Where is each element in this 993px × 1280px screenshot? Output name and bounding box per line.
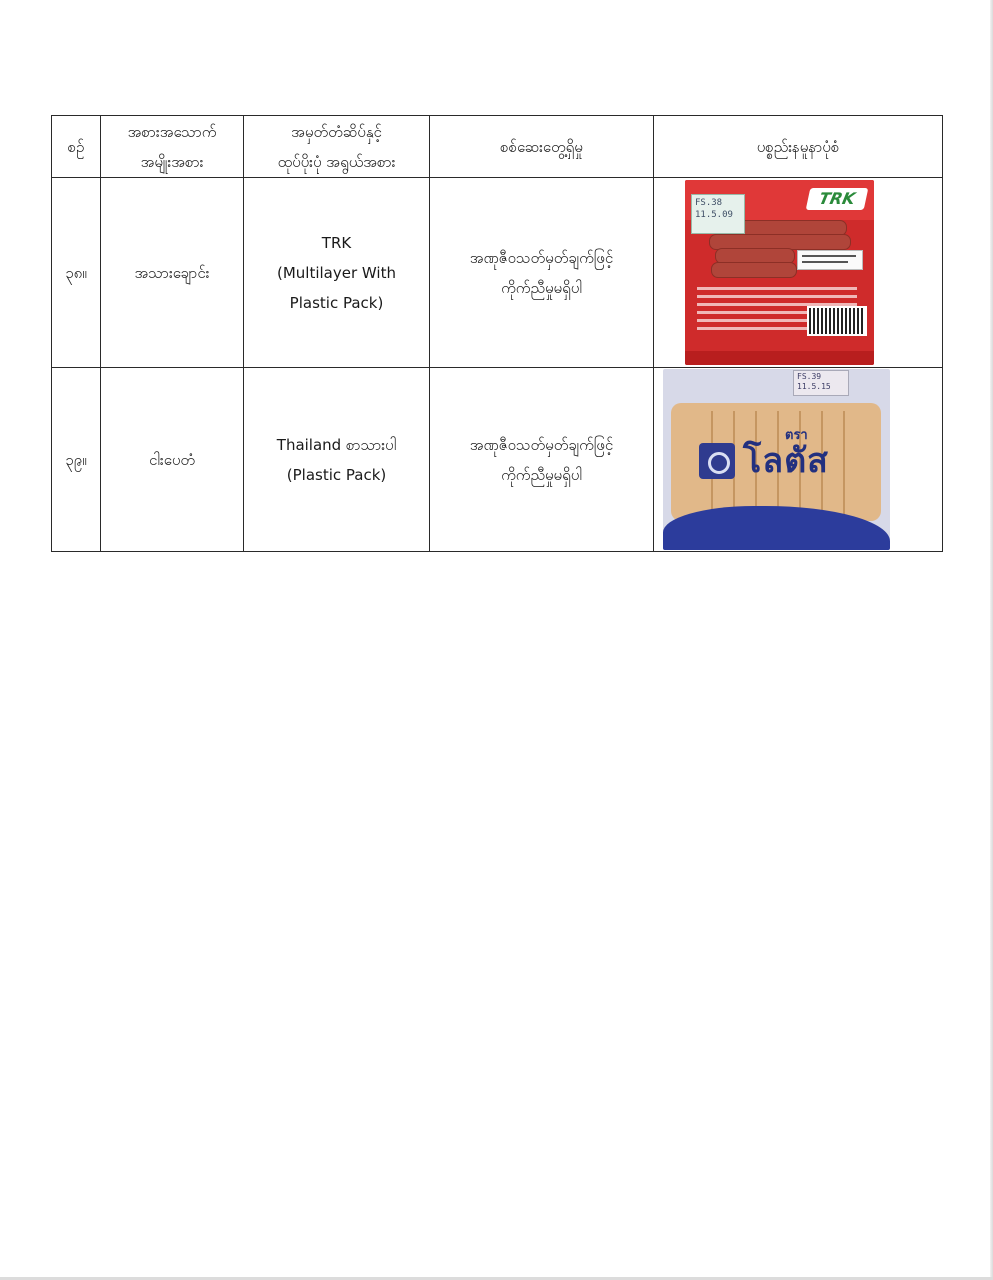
header-inspection-finding: စစ်ဆေးတွေ့ရှိမှု [430,116,654,178]
table-header-row [52,116,943,178]
brand-pack-cell: Thailand စာသားပါ (Plastic Pack) [244,368,430,552]
barcode-icon [807,306,867,336]
sample-photo-cell [654,368,943,552]
sample-photo-cell [654,178,943,368]
header-sample-photo: ပစ္စည်းနမူနာပုံစံ [654,116,943,178]
inspection-results-table [51,115,943,552]
table-row [52,178,943,368]
brand-logo: โลตัส ตรา [699,441,881,483]
brand-pack-cell: TRK (Multilayer With Plastic Pack) [244,178,430,368]
serial-no-cell: ၃၈။ [52,178,101,368]
header-serial-no: စဉ် [52,116,101,178]
header-food-type: အစားအသောက် အမျိုးအစား [101,116,244,178]
trk-sausage-package-image [685,180,874,365]
food-type-cell: ငါးပေတံ [101,368,244,552]
fish-cake-package-image [663,369,890,550]
brand-emblem-icon [699,443,735,479]
trk-logo: TRK [806,188,869,210]
table-row [52,368,943,552]
finding-cell: အဏုဇီဝသတ်မှတ်ချက်ဖြင့် ကိုက်ညီမှုမရှိပါ [430,368,654,552]
food-type-cell: အသားချောင်း [101,178,244,368]
sample-code-tag: FS.38 11.5.09 [691,194,745,234]
sample-code-tag: FS.39 11.5.15 [793,370,849,396]
serial-no-cell: ၃၉။ [52,368,101,552]
product-label [797,250,863,270]
header-brand-packaging: အမှတ်တံဆိပ်နှင့် ထုပ်ပိုးပုံ အရွယ်အစား [244,116,430,178]
finding-cell: အဏုဇီဝသတ်မှတ်ချက်ဖြင့် ကိုက်ညီမှုမရှိပါ [430,178,654,368]
